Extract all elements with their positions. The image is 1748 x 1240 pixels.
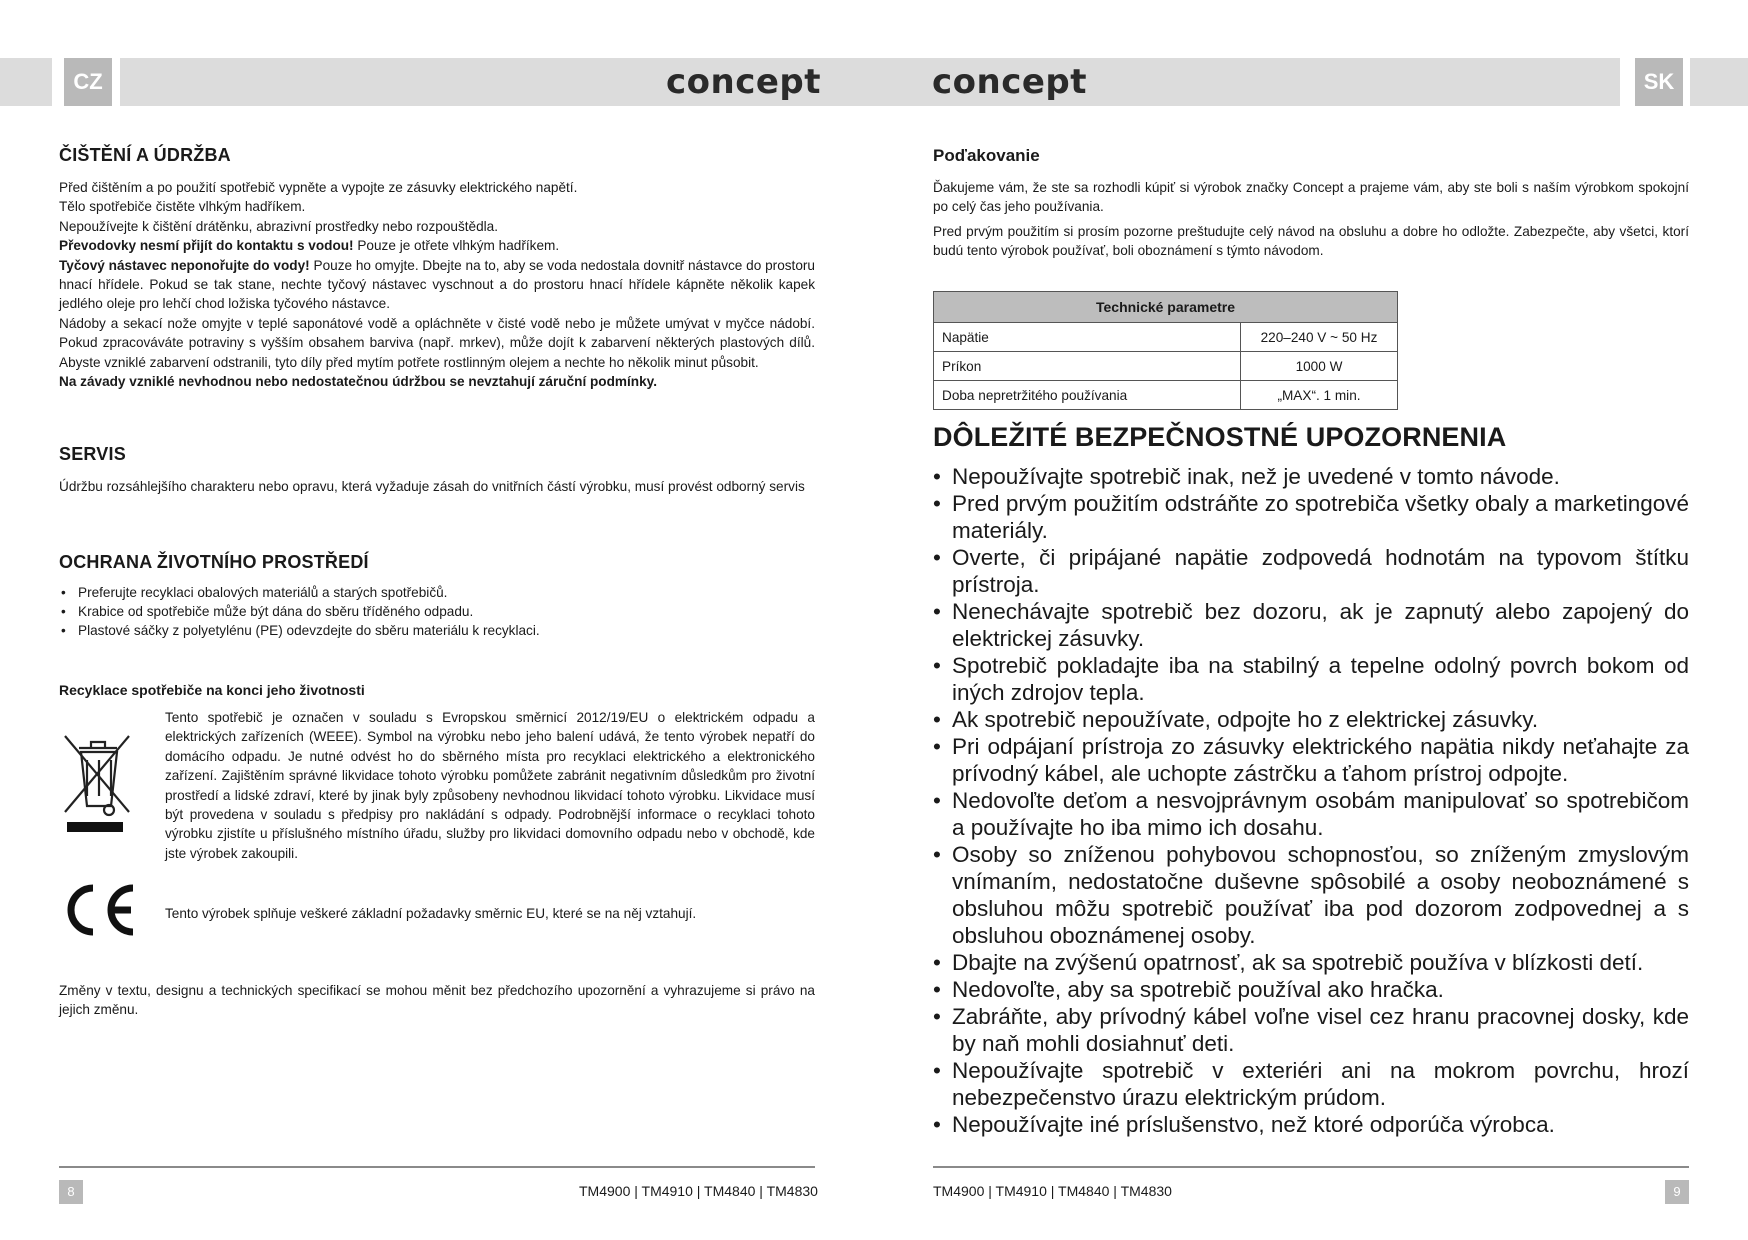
changes-note: Změny v textu, designu a technických specifikací se mohou měnit bez předchozího upozornění a vyhrazujeme si právo na jejich změnu. — [59, 983, 815, 1018]
safety-section — [933, 422, 1689, 1138]
cleaning-line-2: Tělo spotřebiče čistěte vlhkým hadříkem. — [59, 199, 306, 215]
brand-logo-left: concept — [666, 62, 822, 102]
cleaning-line-5 — [59, 256, 815, 314]
cleaning-section — [59, 145, 815, 391]
brand-logo-right: concept — [932, 62, 1088, 102]
thanks-section — [933, 146, 1689, 261]
cleaning-line-4 — [59, 236, 815, 255]
cleaning-line-1: Před čištěním a po použití spotřebič vypněte a vypojte ze zásuvky elektrického napětí. — [59, 180, 578, 195]
list-item: • Nepoužívajte spotrebič inak, než je uvedené v tomto návode. — [933, 463, 1689, 490]
list-item: • Nepoužívajte spotrebič v exteriéri ani na mokrom povrchu, hrozí nebezpečenstvo úrazu elektrickým prúdom. — [933, 1057, 1689, 1111]
param-label: Príkon — [934, 352, 1241, 381]
page-number-left: 8 — [59, 1180, 83, 1204]
list-item: • Plastové sáčky z polyetylénu (PE) odevzdejte do sběru materiálu k recyklaci. — [59, 621, 815, 640]
service-title: SERVIS — [59, 444, 126, 464]
ce-text: Tento výrobek splňuje veškeré základní požadavky směrnic EU, které se na něj vztahují. — [165, 906, 697, 921]
list-item: • Spotrebič pokladajte iba na stabilný a tepelne odolný povrch bokom od iných zdrojov tepla. — [933, 652, 1689, 706]
footer-rule-left — [59, 1166, 815, 1168]
list-item: • Nedovoľte deťom a nesvojprávnym osobám manipulovať so spotrebičom a používajte ho iba mimo ich dosahu. — [933, 787, 1689, 841]
model-list-left: TM4900 | TM4910 | TM4840 | TM4830 — [579, 1183, 818, 1199]
list-item: • Pri odpájaní prístroja zo zásuvky elektrického napätia nikdy neťahajte za prívodný kábel, ale uchopte zástrčku a ťahom prístroj odpojte. — [933, 733, 1689, 787]
list-item: • Dbajte na zvýšenú opatrnosť, ak sa spotrebič používa v blízkosti detí. — [933, 949, 1689, 976]
param-value: 220–240 V ~ 50 Hz — [1241, 323, 1398, 352]
list-item: • Ak spotrebič nepoužívate, odpojte ho z elektrickej zásuvky. — [933, 706, 1689, 733]
param-value: 1000 W — [1241, 352, 1398, 381]
cleaning-line-3: Nepoužívejte k čištění drátěnku, abrazivní prostředky nebo rozpouštědla. — [59, 218, 499, 234]
thanks-title: Poďakovanie — [933, 146, 1040, 165]
warranty-note: Na závady vzniklé nevhodnou nebo nedostatečnou údržbou se nevztahují záruční podmínky. — [59, 374, 657, 390]
list-item: • Preferujte recyklaci obalových materiálů a starých spotřebičů. — [59, 583, 815, 602]
environment-title: OCHRANA ŽIVOTNÍHO PROSTŘEDÍ — [59, 552, 369, 572]
table-header-row — [934, 292, 1398, 323]
cleaning-line-7 — [59, 372, 815, 391]
list-item: • Zabráňte, aby prívodný kábel voľne visel cez hranu pracovnej dosky, kde by naň mohli dosiahnuť deti. — [933, 1003, 1689, 1057]
safety-list — [933, 463, 1689, 1138]
lang-badge-sk: SK — [1635, 58, 1683, 106]
list-item: • Osoby so zníženou pohybovou schopnosťou, so zníženým zmyslovým vnímaním, nedostatočne duševne spôsobilé a osoby neoboznámené s obsluhou môžu spotrebič používať iba pod dozorom zodpovednej a s obsluhou oboznámenej osoby. — [933, 841, 1689, 949]
param-value: „MAX“. 1 min. — [1241, 381, 1398, 410]
lang-badge-cz: CZ — [64, 58, 112, 106]
safety-title: DÔLEŽITÉ BEZPEČNOSTNÉ UPOZORNENIA — [933, 422, 1507, 452]
tech-params-title: Technické parametre — [934, 292, 1398, 323]
thanks-paragraph-1: Ďakujeme vám, že ste sa rozhodli kúpiť si výrobok značky Concept a prajeme vám, aby ste boli s naším výrobkom spokojní po celý čas jeho používania. — [933, 180, 1689, 215]
weee-bin-icon — [59, 726, 135, 836]
ce-mark-icon — [59, 882, 139, 938]
model-list-right: TM4900 | TM4910 | TM4840 | TM4830 — [933, 1183, 1172, 1199]
service-section — [59, 444, 815, 496]
table-row — [934, 352, 1398, 381]
recycling-text: Tento spotřebič je označen v souladu s Evropskou směrnicí 2012/19/EU o elektrickém odpadu a elektrických zařízeních (WEEE). Symbol na výrobku nebo jeho balení udává, že tento výrobek nepatří do domácího odpadu. Je nutné odvést ho do sběrného místa pro recyklaci elektrického a elektronického zařízení. Zajištěním správné likvidace tohoto výrobku pomůžete zabránit negativním důsledkům pro životní prostředí a lidské zdraví, které by jinak byly způsobeny nevhodnou likvidací tohoto výrobku. Likvidace musí být provedena v souladu s předpisy pro nakládání s odpady. Podrobnější informace o recyklaci tohoto výrobku zjistíte u příslušného místního úřadu, služby pro likvidaci domovního odpadu nebo v obchodě, kde jste výrobek zakoupili. — [165, 710, 815, 861]
service-text: Údržbu rozsáhlejšího charakteru nebo opravu, která vyžaduje zásah do vnitřních částí výrobku, musí provést odborný servis — [59, 479, 805, 494]
environment-list — [59, 583, 815, 640]
param-label: Doba nepretržitého používania — [934, 381, 1241, 410]
table-row — [934, 381, 1398, 410]
list-item: • Overte, či pripájané napätie zodpovedá hodnotám na typovom štítku prístroja. — [933, 544, 1689, 598]
cleaning-title: ČIŠTĚNÍ A ÚDRŽBA — [59, 145, 231, 165]
list-item: • Nepoužívajte iné príslušenstvo, než ktoré odporúča výrobca. — [933, 1111, 1689, 1138]
footer-rule-right — [933, 1166, 1689, 1168]
list-item: • Nenechávajte spotrebič bez dozoru, ak je zapnutý alebo zapojený do elektrickej zásuvky. — [933, 598, 1689, 652]
cleaning-line-6: Nádoby a sekací nože omyjte v teplé saponátové vodě a opláchněte v čisté vodě nebo je můžete umývat v myčce nádobí. Pokud zpracováváte potraviny s vyšším obsahem barviva (např. mrkev), může dojít k zabarvení některých plastových dílů. Abyste vzniklé zabarvení odstranili, tyto díly před mytím potřete rostlinným olejem a nechte ho několik minut působit. — [59, 315, 815, 370]
header-band-right — [1690, 58, 1748, 106]
header-band-left — [0, 58, 52, 106]
list-item: • Krabice od spotřebiče může být dána do sběru tříděného odpadu. — [59, 602, 815, 621]
recycling-title: Recyklace spotřebiče na konci jeho životnosti — [59, 682, 365, 698]
gearbox-note: Pouze je otřete vlhkým hadříkem. — [353, 238, 560, 254]
gearbox-warning: Převodovky nesmí přijít do kontaktu s vodou! — [59, 238, 354, 254]
header-band-center — [120, 58, 1620, 106]
rod-note: Pouze ho omyjte. Dbejte na to, aby se voda nedostala dovnitř nástavce do prostoru hnací hřídele. Pokud se tak stane, nechte tyčový nástavec vyschnout a do prostoru hnací hřídele kápněte několik kapek jedlého oleje pro lehčí chod ložiska tyčového nástavce. — [59, 257, 815, 312]
thanks-paragraph-2: Pred prvým použitím si prosím pozorne preštudujte celý návod na obsluhu a dobre ho odložte. Zabezpečte, aby všetci, ktorí budú tento výrobok používať, boli oboznámení s týmto návodom. — [933, 223, 1689, 259]
recycling-section — [59, 682, 815, 861]
environment-section — [59, 552, 815, 640]
tech-params-table — [933, 291, 1398, 410]
list-item: • Nedovoľte, aby sa spotrebič používal ako hračka. — [933, 976, 1689, 1003]
rod-warning: Tyčový nástavec neponořujte do vody! — [59, 257, 310, 273]
page-number-right: 9 — [1665, 1180, 1689, 1204]
table-row — [934, 323, 1398, 352]
param-label: Napätie — [934, 323, 1241, 352]
list-item: • Pred prvým použitím odstráňte zo spotrebiča všetky obaly a marketingové materiály. — [933, 490, 1689, 544]
